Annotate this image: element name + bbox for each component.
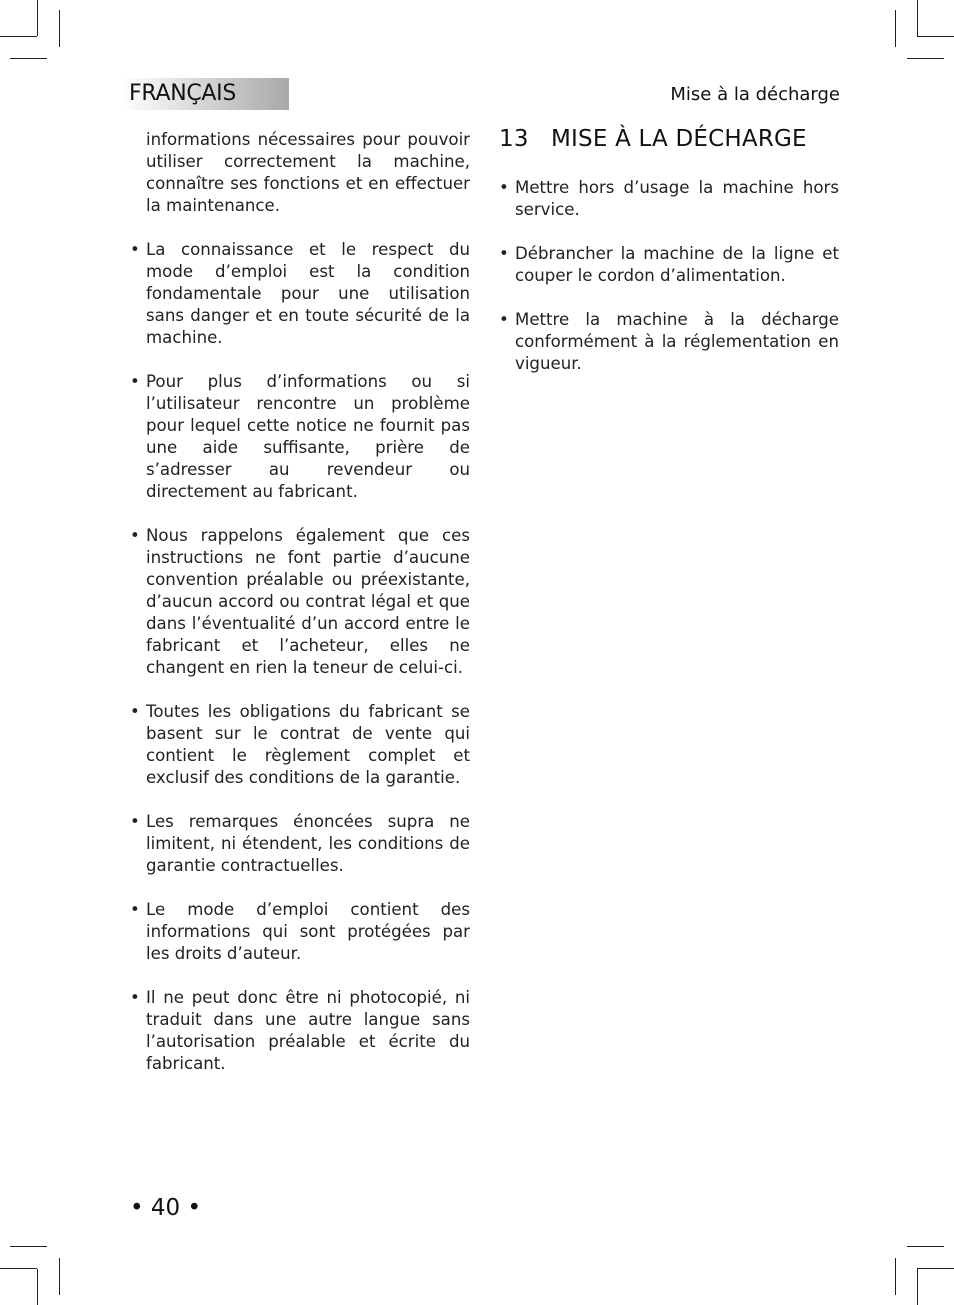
- bullet-item: [130, 371, 470, 503]
- crop-mark: [917, 36, 954, 37]
- paragraph-text: Mettre la machine à la décharge conformément à la réglementation en vigueur.: [515, 310, 839, 373]
- section-title: MISE À LA DÉCHARGE: [551, 126, 807, 152]
- running-title: Mise à la décharge: [670, 84, 840, 105]
- paragraph-text: Mettre hors d’usage la machine hors service.: [515, 178, 839, 219]
- bullet-item: [130, 811, 470, 877]
- bullet-item: [130, 987, 470, 1075]
- crop-mark: [0, 36, 37, 37]
- crop-mark: [37, 0, 38, 36]
- paragraph-text: Les remarques énoncées supra ne limitent, ni étendent, les conditions de garantie contractuelles.: [146, 812, 470, 875]
- bullet-dot: •: [499, 178, 509, 197]
- bullet-dot: •: [130, 702, 140, 721]
- bullet-dot: •: [130, 900, 140, 919]
- bullet-item: [499, 309, 839, 375]
- paragraph-text: Pour plus d’informations ou si l’utilisateur rencontre un problème pour lequel cette notice ne fournit pas une aide suffisante, prière de s’adresser au revendeur ou directement au fabricant.: [146, 372, 470, 501]
- crop-mark: [895, 1258, 896, 1295]
- crop-mark: [0, 1268, 37, 1269]
- section-heading: [499, 126, 807, 152]
- bullet-dot: •: [130, 988, 140, 1007]
- crop-mark: [59, 1258, 60, 1295]
- bullet-dot: •: [130, 526, 140, 545]
- bullet-item: [130, 239, 470, 349]
- crop-mark: [917, 1269, 918, 1305]
- bullet-item: [499, 177, 839, 221]
- crop-mark: [895, 10, 896, 47]
- crop-mark: [10, 1246, 47, 1247]
- language-badge: [120, 78, 289, 110]
- paragraph-text: Il ne peut donc être ni photocopié, ni traduit dans une autre langue sans l’autorisation préalable et écrite du fabricant.: [146, 988, 470, 1073]
- right-column: [499, 177, 839, 397]
- paragraph-text: informations nécessaires pour pouvoir utiliser correctement la machine, connaître ses fonctions et en effectuer la maintenance.: [146, 130, 470, 215]
- crop-mark: [907, 58, 944, 59]
- paragraph-text: Toutes les obligations du fabricant se basent sur le contrat de vente qui contient le règlement complet et exclusif des conditions de la garantie.: [146, 702, 470, 787]
- paragraph-text: Le mode d’emploi contient des informations qui sont protégées par les droits d’auteur.: [146, 900, 470, 963]
- bullet-dot: •: [130, 240, 140, 259]
- paragraph-text: Débrancher la machine de la ligne et couper le cordon d’alimentation.: [515, 244, 839, 285]
- bullet-item: [130, 899, 470, 965]
- bullet-dot: •: [130, 372, 140, 391]
- bullet-item: [130, 525, 470, 679]
- left-column: [130, 129, 470, 1097]
- crop-mark: [10, 58, 47, 59]
- crop-mark: [907, 1246, 944, 1247]
- section-number: 13: [499, 126, 529, 152]
- language-label: FRANÇAIS: [129, 81, 237, 106]
- crop-mark: [37, 1269, 38, 1305]
- bullet-item: [130, 701, 470, 789]
- paragraph-text: Nous rappelons également que ces instructions ne font partie d’aucune convention préalable ou préexistante, d’aucun accord ou contrat légal et que dans l’éventualité d’un accord entre le fabricant et l’acheteur, elles ne changent en rien la teneur de celui-ci.: [146, 526, 470, 677]
- bullet-dot: •: [499, 310, 509, 329]
- crop-mark: [59, 10, 60, 47]
- bullet-item: [499, 243, 839, 287]
- paragraph-text: La connaissance et le respect du mode d’emploi est la condition fondamentale pour une utilisation sans danger et en toute sécurité de la machine.: [146, 240, 470, 347]
- crop-mark: [917, 1268, 954, 1269]
- crop-mark: [917, 0, 918, 36]
- bullet-dot: •: [130, 812, 140, 831]
- continuation-paragraph: [130, 129, 470, 217]
- page-number: • 40 •: [130, 1195, 202, 1221]
- bullet-dot: •: [499, 244, 509, 263]
